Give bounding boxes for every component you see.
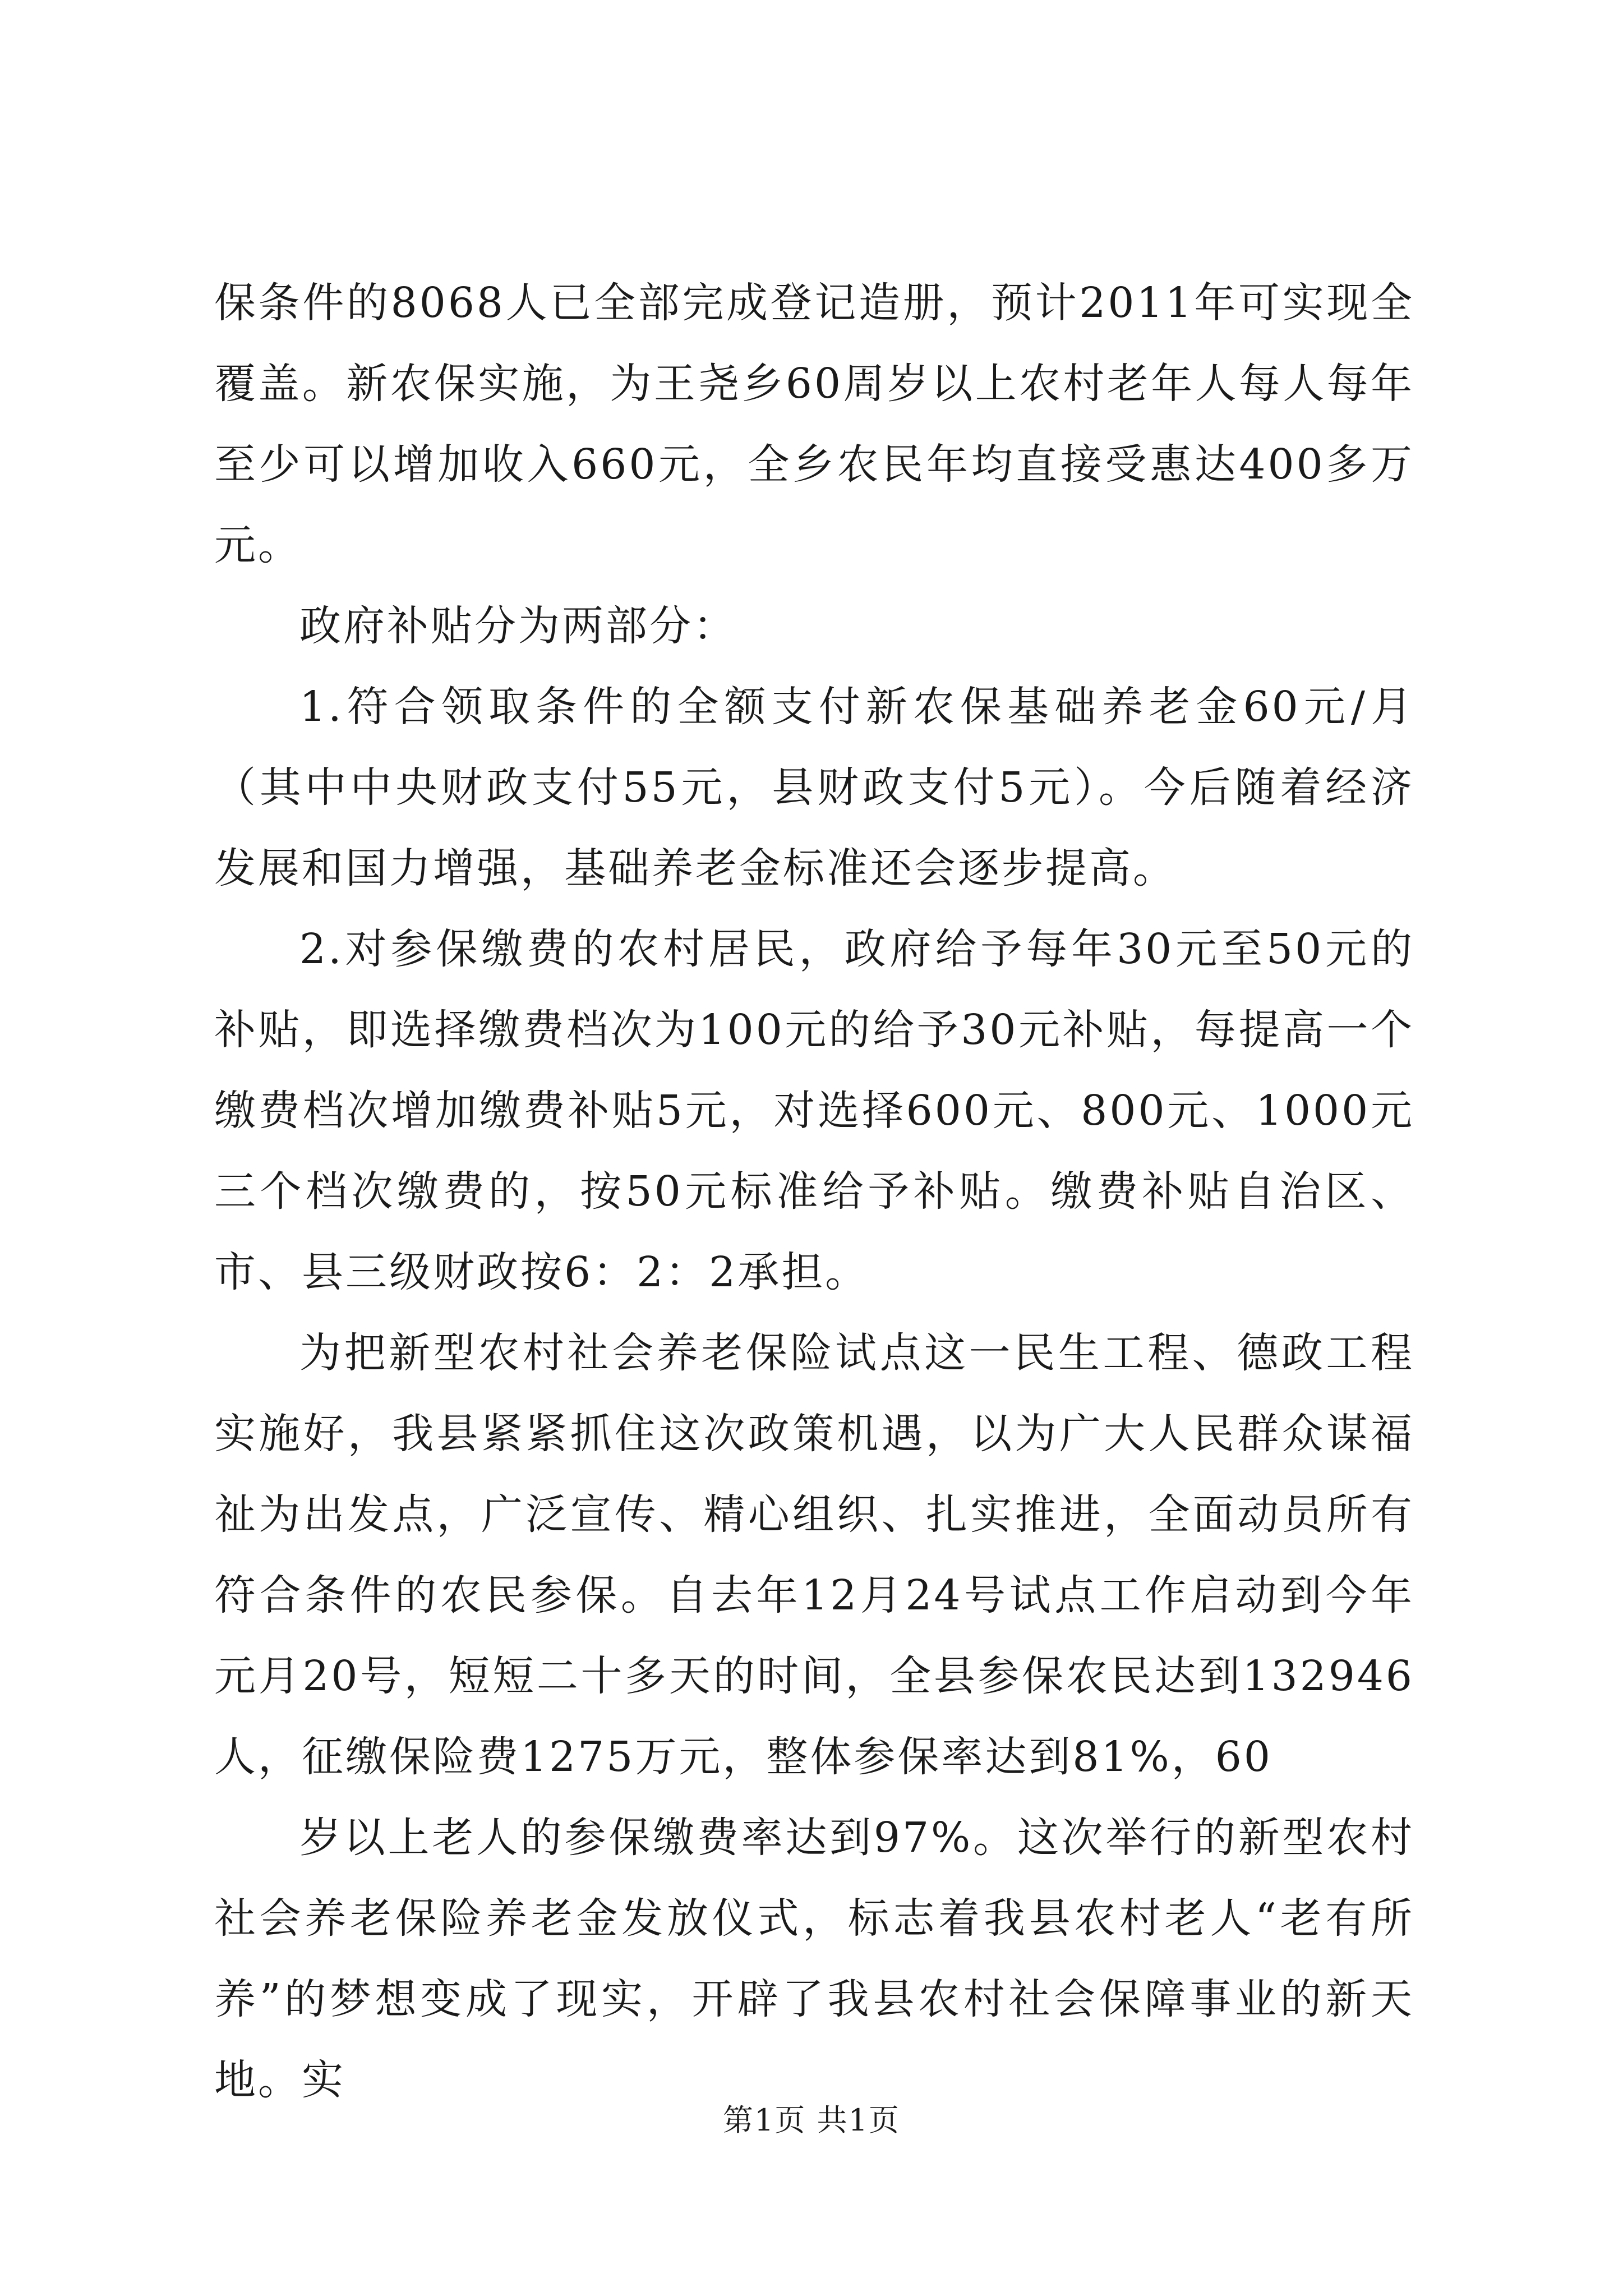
paragraph-ceremony: 岁以上老人的参保缴费率达到97%。这次举行的新型农村社会养老保险养老金发放仪式，标志着我县农村老人“老有所养”的梦想变成了现实，开辟了我县农村社会保障事业的新天地。实 (214, 1814, 1414, 2104)
document-body (214, 263, 1414, 2120)
paragraph-implementation: 为把新型农村社会养老保险试点这一民生工程、德政工程实施好，我县紧紧抓住这次政策机遇，以为广大人民群众谋福祉为出发点，广泛宣传、精心组织、扎实推进，全面动员所有符合条件的农民参保。自去年12月24号试点工作启动到今年元月20号，短短二十多天的时间，全县参保农民达到132946人，征缴保险费1275万元，整体参保率达到81%，60 (214, 1329, 1414, 1781)
paragraph-subsidy-intro: 政府补贴分为两部分： (299, 602, 737, 650)
paragraph-coverage: 保条件的8068人已全部完成登记造册，预计2011年可实现全覆盖。新农保实施，为王尧乡60周岁以上农村老年人每人每年至少可以增加收入660元，全乡农民年均直接受惠达400多万元。 (214, 279, 1414, 569)
paragraph-subsidy-item-1: 1.符合领取条件的全额支付新农保基础养老金60元/月（其中中央财政支付55元，县财政支付5元）。今后随着经济发展和国力增强，基础养老金标准还会逐步提高。 (214, 683, 1414, 892)
page-number-footer: 第1页 共1页 (723, 2102, 900, 2138)
paragraph-subsidy-item-2: 2.对参保缴费的农村居民，政府给予每年30元至50元的补贴，即选择缴费档次为100元的给予30元补贴，每提高一个缴费档次增加缴费补贴5元，对选择600元、800元、1000元三个档次缴费的，按50元标准给予补贴。缴费补贴自治区、市、县三级财政按6：2：2承担。 (214, 925, 1414, 1296)
